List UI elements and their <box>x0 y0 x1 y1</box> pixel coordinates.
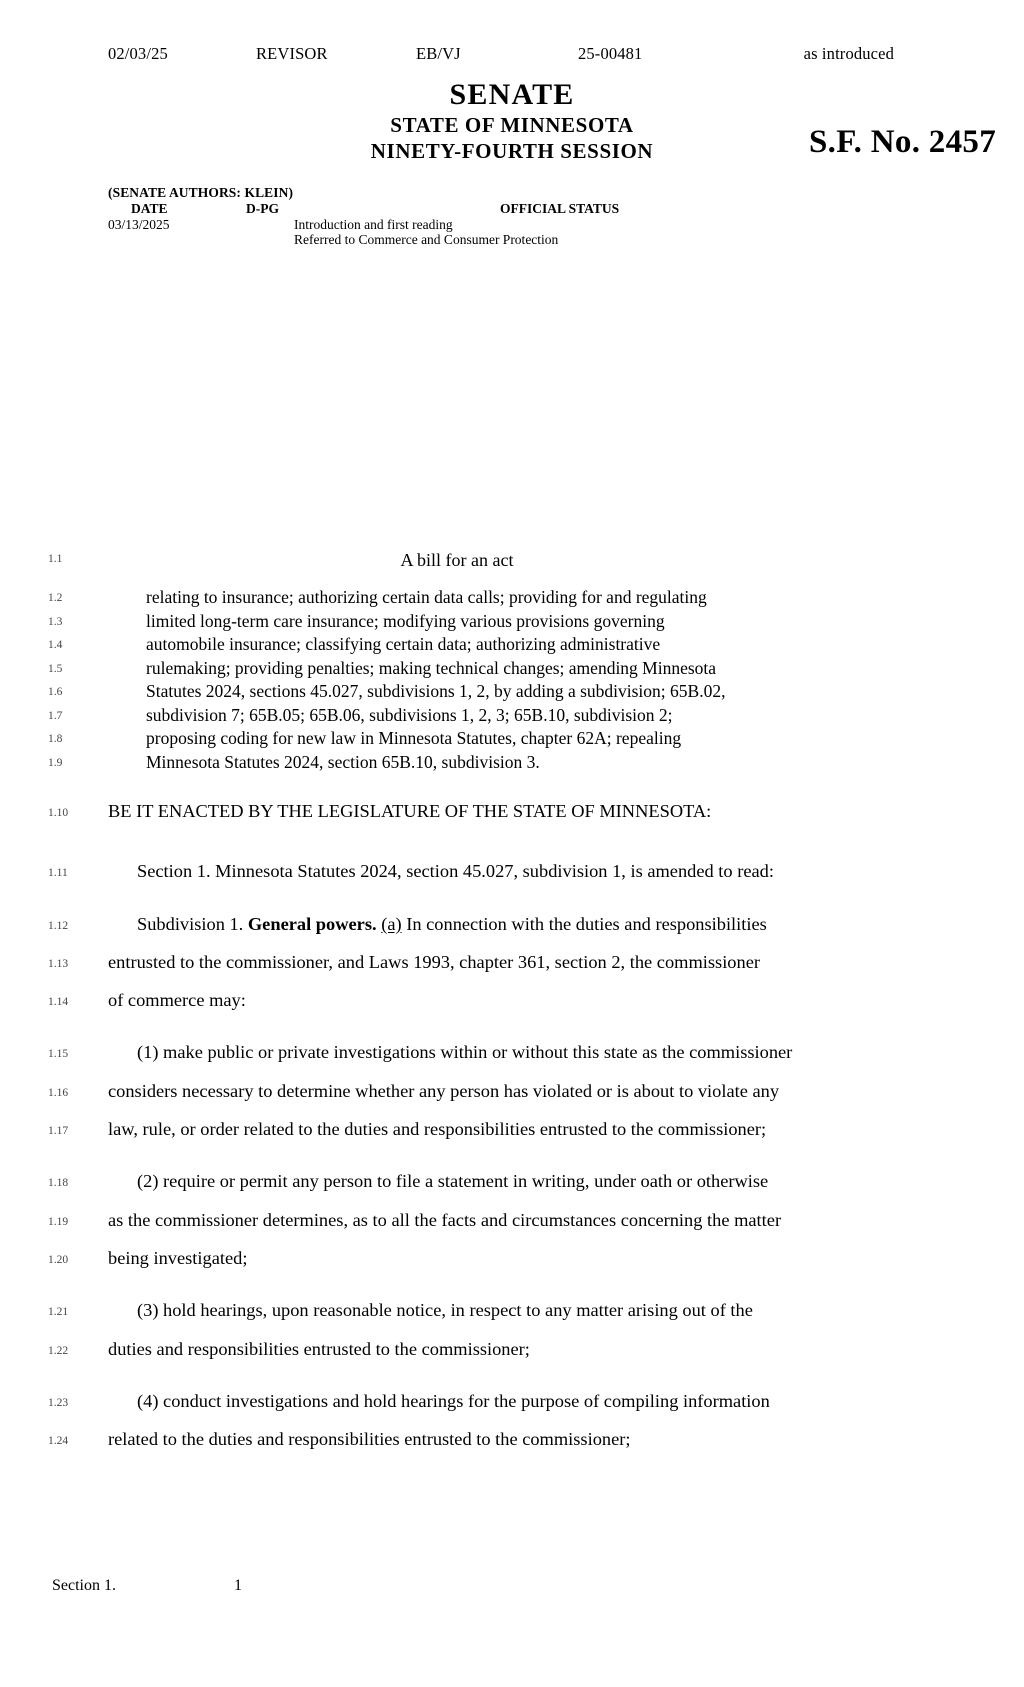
body-segment: Section 1. Minnesota Statutes 2024, section 45.027, subdivision 1, is amended to read: <box>137 861 774 882</box>
bill-body-line-text <box>108 1334 530 1364</box>
line-number: 1.14 <box>48 996 69 1009</box>
line-number: 1.19 <box>48 1215 69 1228</box>
running-header <box>108 44 898 64</box>
footer-section-label: Section 1. <box>52 1577 116 1594</box>
line-number: 1.18 <box>48 1177 69 1190</box>
bill-body-line <box>0 1243 1024 1281</box>
body-segment: considers necessary to determine whether any person has violated or is about to violate any <box>108 1080 780 1101</box>
body-segment-bold: General powers. <box>247 913 377 934</box>
bill-title-line-text: proposing coding for new law in Minnesota Statutes, chapter 62A; repealing <box>146 728 682 748</box>
status-column-headers <box>108 201 908 217</box>
status-row <box>108 217 908 232</box>
bill-title-lines <box>0 586 1024 774</box>
enacting-clause-text: BE IT ENACTED BY THE LEGISLATURE OF THE STATE OF MINNESOTA: <box>108 801 712 821</box>
bill-body-line-text <box>137 1037 792 1067</box>
bill-title-line <box>0 680 1024 704</box>
bill-body-line <box>0 909 1024 947</box>
enacting-clause-row <box>0 796 1024 834</box>
column-header-dpg: D-PG <box>246 201 279 216</box>
bill-title-line-text: subdivision 7; 65B.05; 65B.06, subdivisions 1, 2, 3; 65B.10, subdivision 2; <box>146 704 673 725</box>
bill-number: S.F. No. 2457 <box>809 124 996 160</box>
spacer <box>0 834 1024 856</box>
bill-body-line-text <box>108 1205 781 1235</box>
line-number: 1.15 <box>48 1048 69 1061</box>
status-row <box>108 232 908 247</box>
spacer <box>0 1023 1024 1037</box>
body-segment: Subdivision 1. <box>137 913 248 934</box>
header-status: as introduced <box>803 44 894 63</box>
line-number: 1.10 <box>48 807 69 819</box>
bill-body-line-text <box>108 947 760 977</box>
body-segment: In connection with the duties and responsibilities <box>401 913 767 934</box>
spacer <box>0 895 1024 909</box>
bill-title-line-text: limited long-term care insurance; modifying various provisions governing <box>146 610 665 631</box>
line-number: 1.12 <box>48 919 69 932</box>
bill-title-heading-row <box>0 548 1024 586</box>
footer-page-number: 1 <box>234 1577 242 1594</box>
bill-title-line <box>0 586 1024 610</box>
bill-body-line-text <box>108 1243 247 1273</box>
session-title: NINETY-FOURTH SESSION <box>370 139 654 163</box>
bill-body-line <box>0 1166 1024 1204</box>
bill-body-line-text <box>137 1295 753 1325</box>
body-segment-underline: (a) <box>381 913 402 934</box>
bill-body-line <box>0 1424 1024 1462</box>
line-number: 1.8 <box>48 733 63 745</box>
bill-body-line <box>0 856 1024 894</box>
column-header-status: OFFICIAL STATUS <box>500 201 620 216</box>
bill-body-line-text <box>108 1424 631 1454</box>
body-segment: (1) make public or private investigations within or without this state as the commissioner <box>137 1042 793 1063</box>
body-segment: being investigated; <box>108 1247 248 1268</box>
line-number: 1.6 <box>48 686 63 698</box>
bill-body-line-text <box>137 856 774 886</box>
bill-body-line <box>0 1114 1024 1152</box>
senate-authors: (SENATE AUTHORS: KLEIN) <box>108 185 294 200</box>
bill-title-line <box>0 727 1024 751</box>
bill-body-line-text <box>108 985 246 1015</box>
chamber-title: SENATE <box>449 78 575 111</box>
bill-body-line <box>0 1295 1024 1333</box>
bill-body-line-text <box>137 1166 768 1196</box>
bill-title-heading: A bill for an act <box>400 550 514 570</box>
bill-title-line <box>0 751 1024 775</box>
body-segment: law, rule, or order related to the duties and responsibilities entrusted to the commissioner; <box>108 1119 767 1140</box>
line-number: 1.20 <box>48 1253 69 1266</box>
body-segment: (4) conduct investigations and hold hearings for the purpose of compiling information <box>137 1390 770 1411</box>
spacer <box>0 1372 1024 1386</box>
body-segment: related to the duties and responsibilities entrusted to the commissioner; <box>108 1429 631 1450</box>
bill-title-line-text: Statutes 2024, sections 45.027, subdivisions 1, 2, by adding a subdivision; 65B.02, <box>146 681 726 701</box>
spacer <box>0 1152 1024 1166</box>
header-revisor: REVISOR <box>256 44 328 63</box>
body-segment: duties and responsibilities entrusted to the commissioner; <box>108 1338 530 1359</box>
bill-body-line-text <box>108 1076 779 1106</box>
line-number: 1.24 <box>48 1435 69 1448</box>
spacer <box>0 774 1024 796</box>
line-number: 1.1 <box>48 553 63 565</box>
state-title: STATE OF MINNESOTA <box>390 113 634 137</box>
status-row-text: Introduction and first reading <box>294 217 453 232</box>
line-number: 1.9 <box>48 756 63 769</box>
masthead <box>0 78 1024 174</box>
line-number: 1.3 <box>48 615 63 628</box>
bill-body-line <box>0 947 1024 985</box>
bill-title-line <box>0 704 1024 728</box>
document-body <box>0 548 1024 1462</box>
line-number: 1.23 <box>48 1396 69 1409</box>
body-segment: (2) require or permit any person to file a statement in writing, under oath or otherwise <box>137 1171 769 1192</box>
body-segment: entrusted to the commissioner, and Laws 1993, chapter 361, section 2, the commissioner <box>108 951 760 972</box>
bill-title-line-text: Minnesota Statutes 2024, section 65B.10, subdivision 3. <box>146 751 540 772</box>
bill-title-line-text: rulemaking; providing penalties; making technical changes; amending Minnesota <box>146 657 717 678</box>
bill-body-line-text <box>137 1386 770 1416</box>
line-number: 1.4 <box>48 639 63 651</box>
line-number: 1.16 <box>48 1086 69 1099</box>
page-footer <box>0 1577 1024 1601</box>
body-segment: (3) hold hearings, upon reasonable notice, in respect to any matter arising out of the <box>137 1300 753 1321</box>
line-number: 1.11 <box>48 867 68 880</box>
status-row-text: Referred to Commerce and Consumer Protection <box>294 232 559 247</box>
body-segment: of commerce may: <box>108 990 246 1011</box>
authors-status-block <box>108 185 908 247</box>
bill-body-line <box>0 1386 1024 1424</box>
line-number: 1.13 <box>48 957 69 970</box>
bill-body-lines <box>0 856 1024 1462</box>
header-document-number: 25-00481 <box>578 44 643 63</box>
bill-title-line <box>0 657 1024 681</box>
line-number: 1.21 <box>48 1306 69 1319</box>
bill-body-line <box>0 985 1024 1023</box>
header-date: 02/03/25 <box>108 44 168 63</box>
status-row-date: 03/13/2025 <box>108 217 170 232</box>
line-number: 1.7 <box>48 709 63 722</box>
bill-title-line <box>0 633 1024 657</box>
bill-body-line <box>0 1334 1024 1372</box>
line-number: 1.22 <box>48 1344 69 1357</box>
bill-title-line <box>0 610 1024 634</box>
bill-title-line-text: relating to insurance; authorizing certain data calls; providing for and regulating <box>146 587 707 607</box>
bill-title-line-text: automobile insurance; classifying certain data; authorizing administrative <box>146 634 661 654</box>
spacer <box>0 1281 1024 1295</box>
header-initials: EB/VJ <box>416 44 461 63</box>
bill-body-line <box>0 1076 1024 1114</box>
bill-body-line <box>0 1037 1024 1075</box>
bill-body-line-text <box>108 1114 766 1144</box>
body-segment: as the commissioner determines, as to all the facts and circumstances concerning the matter <box>108 1209 782 1230</box>
line-number: 1.17 <box>48 1125 69 1138</box>
bill-body-line-text <box>137 909 767 939</box>
bill-body-line <box>0 1205 1024 1243</box>
line-number: 1.2 <box>48 592 63 604</box>
column-header-date: DATE <box>131 201 168 216</box>
line-number: 1.5 <box>48 662 63 675</box>
